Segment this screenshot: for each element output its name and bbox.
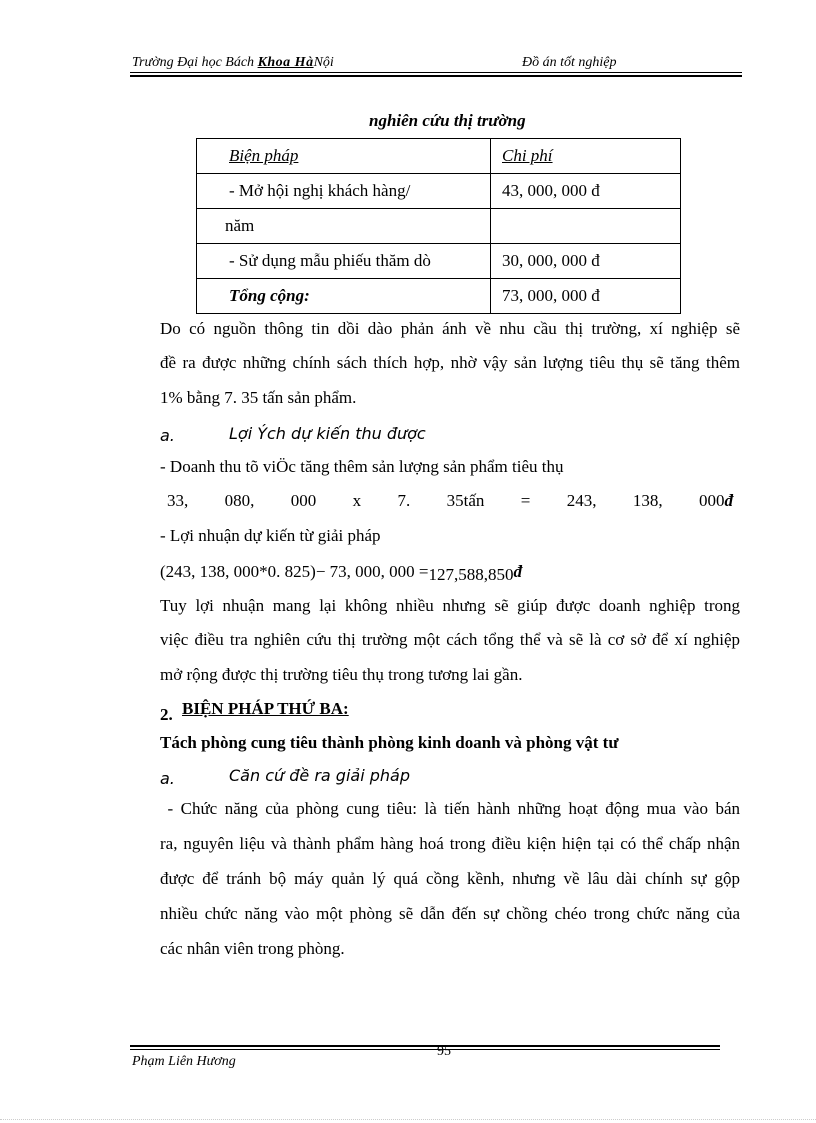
section-number: 2. [160, 705, 173, 724]
footer-author: Phạm Liên Hương [132, 1054, 236, 1069]
calc-token: 243, [566, 491, 597, 510]
calc-token: 33, [167, 491, 189, 510]
calc-token: = [520, 491, 531, 510]
currency-symbol: đ [724, 491, 733, 510]
table-cell-item: - Sử dụng mẫu phiếu thăm dò [197, 244, 491, 279]
col-header-measure: Biện pháp [197, 139, 491, 174]
table-cell-cost: 43, 000, 000 đ [491, 174, 681, 209]
section-subheading: Tách phòng cung tiêu thành phòng kinh doanh và phòng vật tư [160, 733, 619, 752]
formula-currency: đ [513, 562, 522, 581]
calc-token: 7. [397, 491, 411, 510]
table-total-label: Tổng cộng: [197, 279, 491, 314]
para1-line3: 1% bằng 7. 35 tấn sản phẩm. [160, 388, 357, 407]
header-school [132, 55, 334, 71]
para1-line2: đề ra được những chính sách thích hợp, nhờ vậy sản lượng tiêu thụ sẽ tăng thêm [160, 353, 740, 372]
calc-line [167, 491, 733, 511]
table-total-row [197, 279, 681, 314]
page-number: 95 [437, 1044, 451, 1059]
table-cell-cost [491, 209, 681, 244]
calc-token: 138, [632, 491, 663, 510]
para2-line3: mở rộng được thị trường tiêu thụ trong tương lai gần. [160, 665, 523, 684]
table-cell-item: - Mở hội nghị khách hàng/ [197, 174, 491, 209]
revenue-label: - Doanh thu tõ viÖc tăng thêm sản lượng sản phẩm tiêu thụ [160, 457, 564, 476]
profit-formula [160, 562, 522, 582]
header-rule-thin [130, 72, 742, 73]
para2-line1: Tuy lợi nhuận mang lại không nhiều nhưng sẽ giúp được doanh nghiệp trong [160, 596, 740, 615]
calc-token: 000đ [699, 491, 733, 510]
table-row [197, 209, 681, 244]
table-title: nghiên cứu thị trường [369, 111, 526, 130]
page-edge-divider [0, 1119, 816, 1120]
calc-token: x [352, 491, 362, 510]
header-school-text: Trường Đại học Bách [132, 55, 255, 70]
footer-rule-thin [130, 1049, 720, 1050]
table-header-row [197, 139, 681, 174]
basis-title: Căn cứ đề ra giải pháp [229, 766, 410, 785]
table-row [197, 174, 681, 209]
benefit-title: Lợi Ých dự kiến thu được [229, 424, 426, 443]
para2-line2: việc điều tra nghiên cứu thị trường một cách tổng thể và sẽ là cơ sở để xí nghiệp [160, 630, 740, 649]
calc-token: 000 [290, 491, 317, 510]
para3-line1: - Chức năng của phòng cung tiêu: là tiến hành những hoạt động mua vào bán [160, 799, 740, 818]
section-heading: BIỆN PHÁP THỨ BA: [182, 699, 349, 718]
header-rule-thick [130, 75, 742, 77]
header-school-tail: Nội [313, 55, 334, 70]
para3-line2: ra, nguyên liệu và thành phẩm hàng hoá trong điều kiện hiện tại có thể chấp nhận [160, 834, 740, 853]
benefit-marker: a. [160, 426, 175, 445]
formula-text: (243, 138, 000*0. 825)− 73, 000, 000 = [160, 562, 429, 581]
table-row [197, 244, 681, 279]
calc-token: 35tấn [446, 491, 485, 510]
col-header-cost: Chi phí [491, 139, 681, 174]
para3-line5: các nhân viên trong phòng. [160, 939, 345, 958]
header-doc-type: Đồ án tốt nghiệp [522, 55, 617, 70]
formula-result: 127,588,850 [428, 565, 514, 584]
table-cell-item: năm [197, 209, 491, 244]
profit-label: - Lợi nhuận dự kiến từ giải pháp [160, 526, 381, 545]
basis-marker: a. [160, 769, 175, 788]
calc-token: 080, [224, 491, 255, 510]
para3-line3: được để tránh bộ máy quản lý quá cồng kềnh, nhưng về lâu dài chính sự gộp [160, 869, 740, 888]
cost-table [196, 138, 681, 314]
table-total-value: 73, 000, 000 đ [491, 279, 681, 314]
table-cell-cost: 30, 000, 000 đ [491, 244, 681, 279]
para1-line1: Do có nguồn thông tin dồi dào phản ánh về nhu cầu thị trường, xí nghiệp sẽ [160, 319, 740, 338]
header-logo: Khoa Hà [257, 55, 314, 70]
para3-line4: nhiều chức năng vào một phòng sẽ dẫn đến sự chồng chéo trong chức năng của [160, 904, 740, 923]
footer-rule-thick [130, 1045, 720, 1047]
